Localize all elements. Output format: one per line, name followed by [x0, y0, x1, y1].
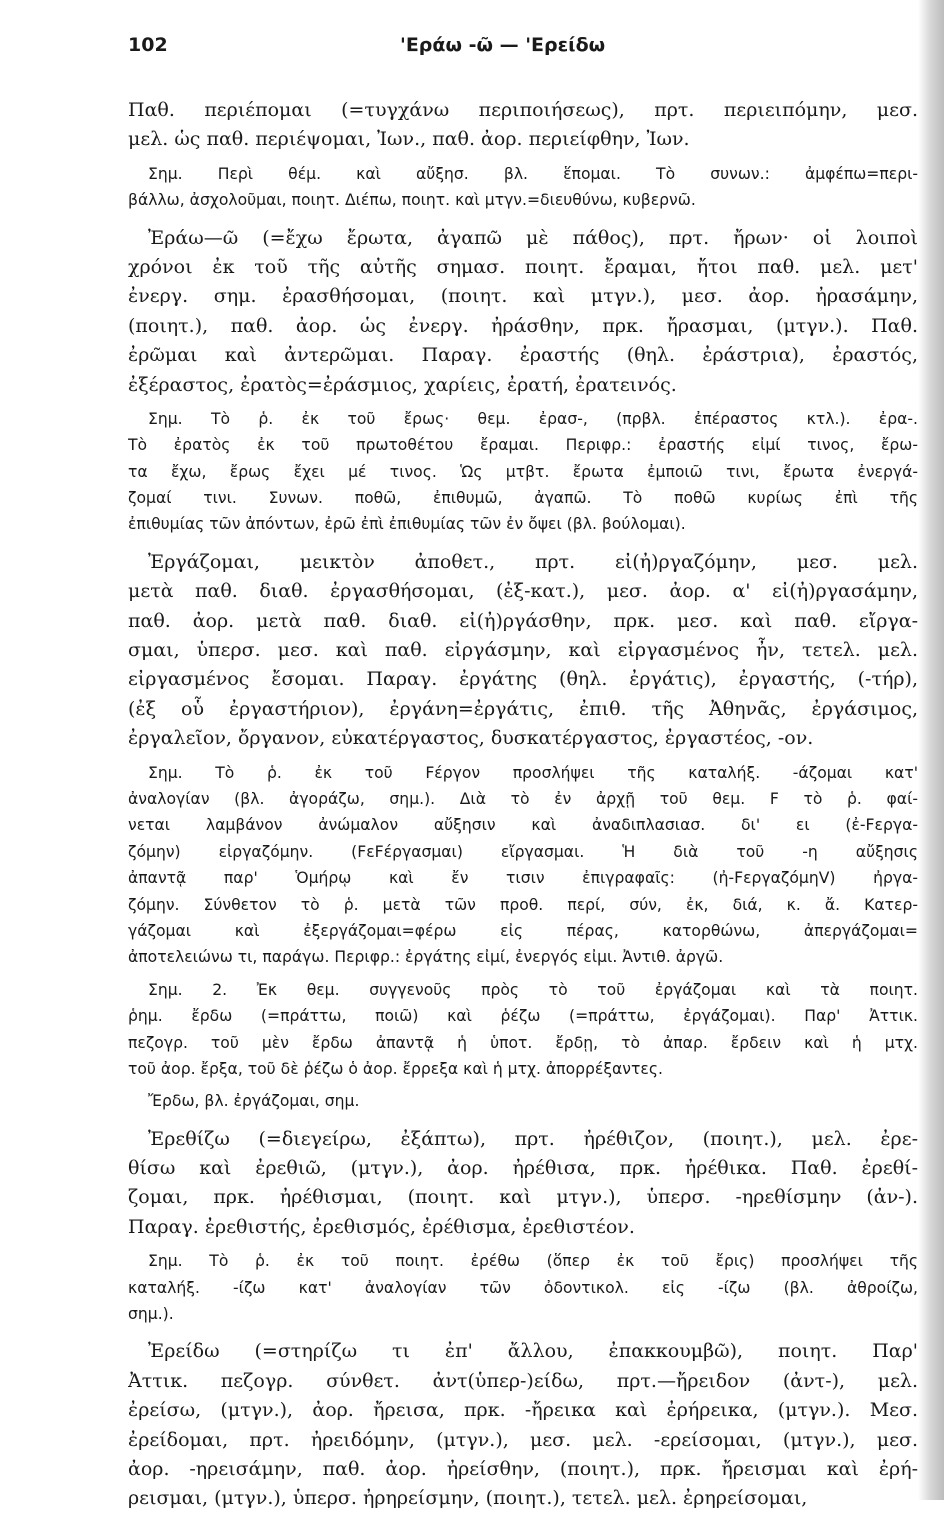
entry-line: σμαι, ὑπερσ. μεσ. καὶ παθ. εἰργάσμην, καὶ εἰργασμένος ἦν, τετελ. μελ. — [128, 639, 918, 662]
note-line: νεται λαμβάνον ἀνώμαλον αὔξησιν καὶ ἀναδιπλασιασ. δι' ει (ἐ-Fεργα- — [128, 816, 918, 835]
page-number: 102 — [128, 34, 168, 56]
entry-line: ἐρῶμαι καὶ ἀντερῶμαι. Παραγ. ἐραστής (θηλ. ἐράστρια), ἐραστός, — [128, 344, 918, 367]
entry-periepomai-end — [128, 96, 918, 214]
entry-line: Ἐράω—ῶ (=ἔχω ἔρωτα, ἀγαπῶ μὲ πάθος), πρτ. ἤρων· οἱ λοιποὶ — [148, 226, 918, 249]
note-block — [128, 406, 918, 538]
note-line: Τὸ ἐρατὸς ἐκ τοῦ πρωτοθέτου ἔραμαι. Περιφρ.: ἐραστής εἰμί τινος, ἔρω- — [128, 436, 918, 455]
entry-line: ἀορ. -ηρεισάμην, παθ. ἀορ. ἠρείσθην, (ποιητ.), πρκ. ἤρεισμαι καὶ ἐρή- — [128, 1457, 918, 1480]
entry-line: εἰργασμένος ἔσομαι. Παραγ. ἐργάτης (θηλ. ἐργάτις), ἐργαστής, (-τήρ), — [128, 668, 918, 691]
entry-line: (ἐξ οὗ ἐργαστήριον), ἐργάνη=ἐργάτις, ἐπιθ. τῆς Ἀθηνᾶς, ἐργάσιμος, — [128, 697, 918, 720]
note-line: Σημ. Τὸ ῥ. ἐκ τοῦ ποιητ. ἐρέθω (ὅπερ ἐκ τοῦ ἔρις) προσλήψει τῆς — [148, 1252, 918, 1271]
entry-line: ἐνεργ. σημ. ἐρασθήσομαι, (ποιητ. καὶ μτγν.), μεσ. ἀορ. ἠρασάμην, — [128, 285, 918, 308]
note-line: Σημ. 2. Ἐκ θεμ. συγγενοῦς πρὸς τὸ τοῦ ἐργάζομαι καὶ τὰ ποιητ. — [148, 980, 918, 999]
entry-ereido — [128, 1337, 918, 1513]
note-block — [128, 977, 918, 1083]
entry-line: μελ. ὡς παθ. περιέψομαι, Ἰων., παθ. ἀορ. περιείφθην, Ἰων. — [128, 128, 690, 151]
entry-line: ἐρείσω, (μτγν.), ἀορ. ἤρεισα, πρκ. -ἤρεικα καὶ ἐρήρεικα, (μτγν.). Μεσ. — [128, 1399, 918, 1422]
entry-line: παθ. ἀορ. μετὰ παθ. διαθ. εἰ(ἠ)ργάσθην, πρκ. μεσ. καὶ παθ. εἴργα- — [128, 609, 918, 632]
note-line: τα ἔχω, ἔρως ἔχει μέ τινος. Ὡς μτβτ. ἔρωτα ἐμποιῶ τινι, ἔρωτα ἐνεργά- — [128, 462, 918, 481]
note-line: ζομαί τινι. Συνων. ποθῶ, ἐπιθυμῶ, ἀγαπῶ. Τὸ ποθῶ κυρίως ἐπὶ τῆς — [128, 489, 918, 508]
note-line: Σημ. Περὶ θέμ. καὶ αὔξησ. βλ. ἕπομαι. Τὸ συνων.: ἀμφέπω=περι- — [148, 164, 918, 183]
note-line: πεζογρ. τοῦ μὲν ἔρδω ἀπαντᾷ ἡ ὑποτ. ἔρδῃ, τὸ ἀπαρ. ἔρδειν καὶ ἡ μτχ. — [128, 1033, 918, 1052]
note-line: ζόμην) εἰργαζόμην. (FεFέργασμαι) εἴργασμαι. Ἡ διὰ τοῦ -η αὔξησις — [128, 842, 918, 861]
entry-line: Ἐρείδω (=στηρίζω τι ἐπ' ἄλλου, ἐπακκουμβῶ), ποιητ. Παρ' — [148, 1340, 918, 1363]
note-block — [128, 1248, 918, 1327]
entry-line: Παθ. περιέπομαι (=τυγχάνω περιποιήσεως), πρτ. περιειπόμην, μεσ. — [128, 99, 918, 121]
note-line: γάζομαι καὶ ἐξεργάζομαι=φέρω εἰς πέρας, κατορθώνω, ἀπεργάζομαι= — [128, 921, 918, 940]
entry-ergazomai — [128, 548, 918, 1115]
note-line: σημ.). — [128, 1305, 174, 1324]
note-line: καταλήξ. -ίζω κατ' ἀναλογίαν τῶν ὀδοντικολ. εἰς -ίζω (βλ. ἀθροίζω, — [128, 1278, 918, 1297]
entry-erethizo — [128, 1125, 918, 1328]
page-edge-shadow — [918, 0, 944, 1500]
entry-line: ρεισμαι, (μτγν.), ὑπερσ. ἠρηρείσμην, (ποιητ.), τετελ. μελ. ἐρηρείσομαι, — [128, 1487, 808, 1510]
entry-line: μετὰ παθ. διαθ. ἐργασθήσομαι, (ἐξ-κατ.), μεσ. ἀορ. α' εἰ(ἠ)ργασάμην, — [128, 580, 918, 603]
note-line: τοῦ ἀορ. ἔρξα, τοῦ δὲ ῥέζω ὁ ἀορ. ἔρρεξα καὶ ἡ μτχ. ἀπορρέξαντες. — [128, 1059, 663, 1078]
running-head: 'Εράω -ῶ — 'Ερείδω — [400, 34, 606, 56]
entry-line: χρόνοι ἐκ τοῦ τῆς αὐτῆς σημασ. ποιητ. ἔραμαι, ἤτοι παθ. μελ. μετ' — [128, 255, 918, 278]
note-line: ἀπαντᾷ παρ' Ὁμήρῳ καὶ ἔν τισιν ἐπιγραφαῖς: (ἠ-FεργαζόμηV) ἠργα- — [128, 869, 918, 888]
entry-erao — [128, 224, 918, 538]
note-line: ζόμην. Σύνθετον τὸ ῥ. μετὰ τῶν προθ. περί, σύν, ἐκ, διά, κ. ἄ. Κατερ- — [128, 895, 918, 914]
entry-line: ἐργαλεῖον, ὄργανον, εὐκατέργαστος, δυσκατέργαστος, ἐργαστέος, -ον. — [128, 727, 814, 750]
note-block — [128, 760, 918, 971]
entry-line: ζομαι, πρκ. ἠρέθισμαι, (ποιητ. καὶ μτγν.), ὑπερσ. -ηρεθίσμην (ἀν-). — [128, 1186, 918, 1209]
note-line: Σημ. Τὸ ῥ. ἐκ τοῦ ἔρως· θεμ. ἐρασ-, (πρβλ. ἐπέραστος κτλ.). ἐρα-. — [148, 409, 918, 428]
page-header — [128, 34, 908, 64]
entry-line: (ποιητ.), παθ. ἀορ. ὡς ἐνεργ. ἠράσθην, πρκ. ἤρασμαι, (μτγν.). Παθ. — [128, 314, 918, 337]
entry-line: Ἐργάζομαι, μεικτὸν ἀποθετ., πρτ. εἰ(ἠ)ργαζόμην, μεσ. μελ. — [148, 550, 918, 573]
note-line: Σημ. Τὸ ῥ. ἐκ τοῦ Fέργον προσλήψει τῆς καταλήξ. -άζομαι κατ' — [148, 763, 918, 782]
entry-line: ἐρείδομαι, πρτ. ἠρειδόμην, (μτγν.), μεσ. μελ. -ερείσομαι, (μτγν.), μεσ. — [128, 1428, 918, 1451]
note-line: ῥημ. ἔρδω (=πράττω, ποιῶ) καὶ ῥέζω (=πράττω, ἐργάζομαι). Παρ' Ἀττικ. — [128, 1007, 918, 1026]
note-line: Ἔρδω, βλ. ἐργάζομαι, σημ. — [148, 1092, 360, 1111]
note-line: ἀναλογίαν (βλ. ἀγοράζω, σημ.). Διὰ τὸ ἐν ἀρχῇ τοῦ θεμ. F τὸ ῥ. φαί- — [128, 789, 918, 808]
entry-line: ἐξέραστος, ἐρατὸς=ἐράσμιος, χαρίεις, ἐρατή, ἐρατεινός. — [128, 373, 677, 396]
entry-line: Ἐρεθίζω (=διεγείρω, ἐξάπτω), πρτ. ἠρέθιζον, (ποιητ.), μελ. ἐρε- — [148, 1127, 918, 1150]
entry-line: θίσω καὶ ἐρεθιῶ, (μτγν.), ἀορ. ἠρέθισα, πρκ. ἠρέθικα. Παθ. ἐρεθί- — [128, 1157, 918, 1180]
dictionary-content — [128, 96, 918, 1524]
note-line: ἀποτελειώνω τι, παράγω. Περιφρ.: ἐργάτης εἰμί, ἐνεργός εἰμι. Ἀντιθ. ἀργῶ. — [128, 948, 724, 967]
note-line: βάλλω, ἀσχολοῦμαι, ποιητ. Διέπω, ποιητ. καὶ μτγν.=διευθύνω, κυβερνῶ. — [128, 191, 696, 210]
note-block — [128, 161, 918, 214]
note-line: ἐπιθυμίας τῶν ἀπόντων, ἐρῶ ἐπὶ ἐπιθυμίας τῶν ἐν ὄψει (βλ. βούλομαι). — [128, 515, 686, 534]
entry-line: Παραγ. ἐρεθιστής, ἐρεθισμός, ἐρέθισμα, ἐρεθιστέον. — [128, 1215, 635, 1238]
note-block — [128, 1088, 918, 1114]
entry-line: Ἀττικ. πεζογρ. σύνθετ. ἀντ(ὑπερ-)είδω, πρτ.—ἤρειδον (ἀντ-), μελ. — [128, 1369, 918, 1392]
